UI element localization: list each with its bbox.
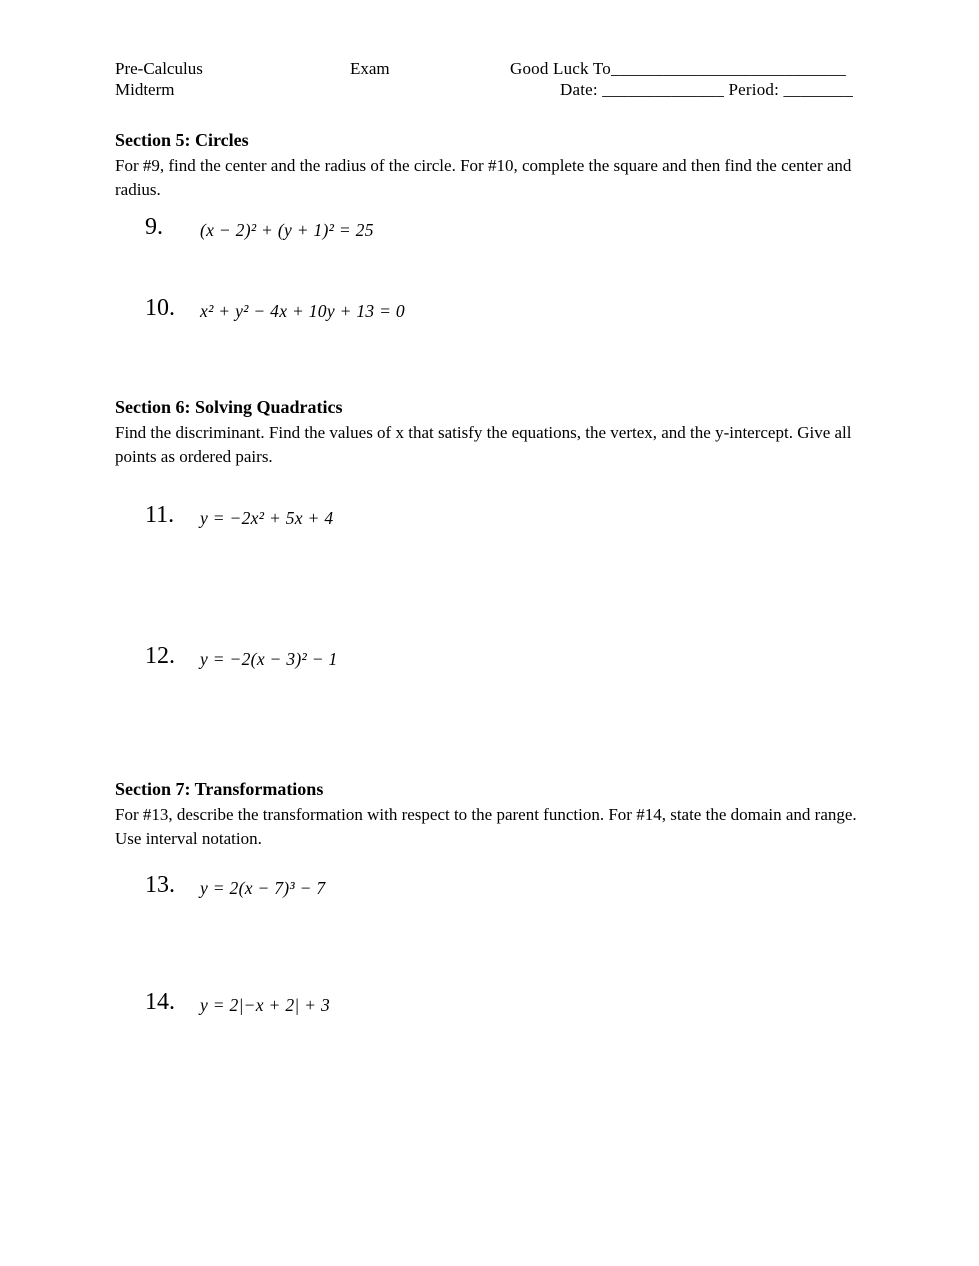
section-title: Section 5: Circles — [115, 130, 249, 150]
midterm-label: Midterm — [115, 80, 175, 99]
section-title: Section 6: Solving Quadratics — [115, 397, 343, 417]
problem-number: 10. — [145, 295, 175, 321]
section-title: Section 7: Transformations — [115, 779, 324, 799]
problem-equation: y = −2x² + 5x + 4 — [200, 508, 334, 528]
section-transformations — [115, 777, 865, 1017]
problem-number: 11. — [145, 502, 175, 528]
section-instructions: Find the discriminant. Find the values of x that satisfy the equations, the vertex, and the y-intercept. Give all points as ordered pairs. — [115, 423, 852, 466]
course-name: Pre-Calculus — [115, 59, 203, 78]
header-spacer — [350, 79, 510, 100]
header-row-2 — [115, 79, 865, 100]
problem-number: 14. — [145, 989, 175, 1015]
section-circles — [115, 128, 865, 323]
exam-label: Exam — [350, 59, 390, 78]
problem-11 — [115, 501, 865, 530]
problem-equation: (x − 2)² + (y + 1)² = 25 — [200, 220, 374, 240]
problem-number: 13. — [145, 872, 175, 898]
problem-number: 9. — [145, 214, 163, 240]
problem-equation: x² + y² − 4x + 10y + 13 = 0 — [200, 301, 405, 321]
problem-14 — [115, 988, 865, 1017]
problem-10 — [115, 294, 865, 323]
section-instructions: For #13, describe the transformation with respect to the parent function. For #14, state the domain and range. Use interval notation. — [115, 805, 857, 848]
problem-equation: y = 2(x − 7)³ − 7 — [200, 878, 326, 898]
good-luck-blank-line: Good Luck To___________________________ — [510, 59, 846, 78]
problem-12 — [115, 642, 865, 671]
date-period-blank-line: Date: ______________ Period: ________ — [560, 80, 854, 99]
problem-9 — [115, 213, 865, 242]
problem-equation: y = −2(x − 3)² − 1 — [200, 649, 338, 669]
problem-number: 12. — [145, 643, 175, 669]
section-solving-quadratics — [115, 395, 865, 671]
problem-13 — [115, 871, 865, 900]
header — [115, 58, 865, 100]
problem-equation: y = 2|−x + 2| + 3 — [200, 995, 330, 1015]
section-instructions: For #9, find the center and the radius of the circle. For #10, complete the square and then find the center and radius. — [115, 156, 852, 199]
header-row-1 — [115, 58, 865, 79]
